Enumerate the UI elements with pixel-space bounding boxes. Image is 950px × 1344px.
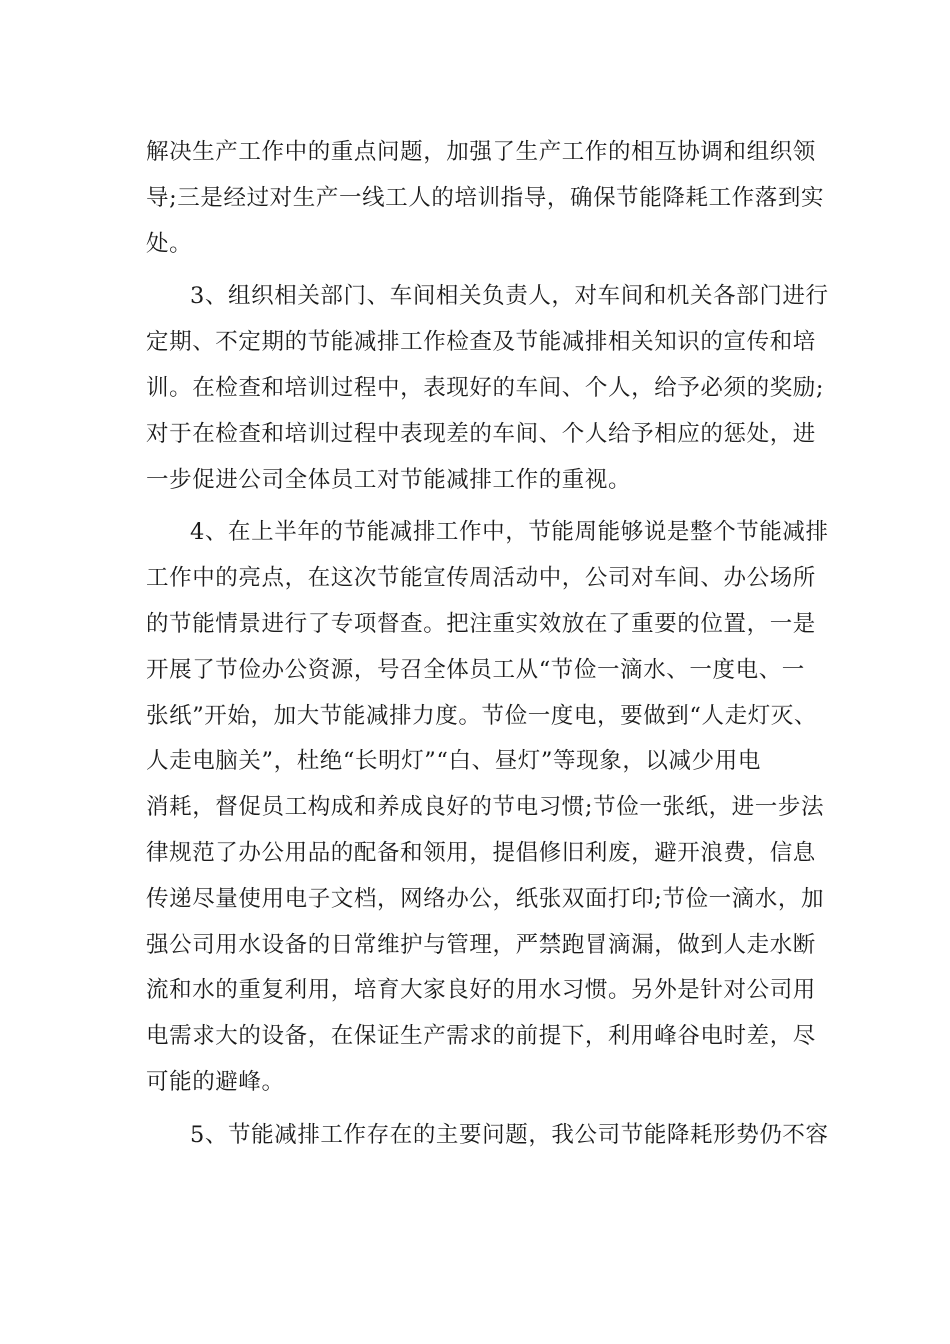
paragraph-p-item-4	[146, 510, 829, 1105]
text-line: 处。	[146, 230, 193, 257]
text-line: 电需求大的设备，在保证生产需求的前提下，利用峰谷电时差，尽	[146, 1023, 816, 1050]
text-line: 的节能情景进行了专项督查。把注重实效放在了重要的位置，一是	[146, 610, 816, 637]
text-line: 对于在检查和培训过程中表现差的车间、个人给予相应的惩处，进	[146, 420, 816, 447]
paragraph-p-item-3	[146, 274, 829, 503]
text-line: 开展了节俭办公资源，号召全体员工从“节俭一滴水、一度电、一	[146, 656, 805, 683]
text-line: 工作中的亮点，在这次节能宣传周活动中，公司对车间、办公场所	[146, 565, 816, 592]
text-line: 张纸”开始，加大节能减排力度。节俭一度电，要做到“人走灯灭、	[146, 702, 818, 729]
text-line: 消耗，督促员工构成和养成良好的节电习惯;节俭一张纸，进一步法	[146, 794, 825, 821]
paragraph-gap	[146, 267, 810, 274]
text-line: 导;三是经过对生产一线工人的培训指导，确保节能降耗工作落到实	[146, 184, 825, 211]
paragraph-gap	[146, 1106, 810, 1113]
text-line: 定期、不定期的节能减排工作检查及节能减排相关知识的宣传和培	[146, 329, 816, 356]
text-line: 流和水的重复利用，培育大家良好的用水习惯。另外是针对公司用	[146, 977, 816, 1004]
text-line: 解决生产工作中的重点问题，加强了生产工作的相互协调和组织领	[146, 139, 816, 165]
paragraph-gap	[146, 503, 810, 510]
text-line: 律规范了办公用品的配备和领用，提倡修旧利废，避开浪费，信息	[146, 839, 816, 866]
text-line: 一步促进公司全体员工对节能减排工作的重视。	[146, 466, 632, 493]
text-line: 强公司用水设备的日常维护与管理，严禁跑冒滴漏，做到人走水断	[146, 931, 816, 958]
text-line: 训。在检查和培训过程中，表现好的车间、个人，给予必须的奖励;	[146, 374, 825, 401]
text-line: 4、在上半年的节能减排工作中，节能周能够说是整个节能减排	[190, 519, 829, 546]
text-line: 传递尽量使用电子文档，网络办公，纸张双面打印;节俭一滴水，加	[146, 885, 825, 912]
text-line: 5、节能减排工作存在的主要问题，我公司节能降耗形势仍不容	[190, 1121, 829, 1148]
text-line: 人走电脑关”，杜绝“长明灯”“白、昼灯”等现象，以减少用电	[146, 748, 761, 775]
paragraph-p-item-5	[146, 1113, 829, 1159]
text-line: 3、组织相关部门、车间相关负责人，对车间和机关各部门进行	[190, 283, 829, 310]
document-body	[146, 130, 829, 1159]
paragraph-p-intro-cont	[146, 130, 825, 267]
text-line: 可能的避峰。	[146, 1068, 285, 1095]
